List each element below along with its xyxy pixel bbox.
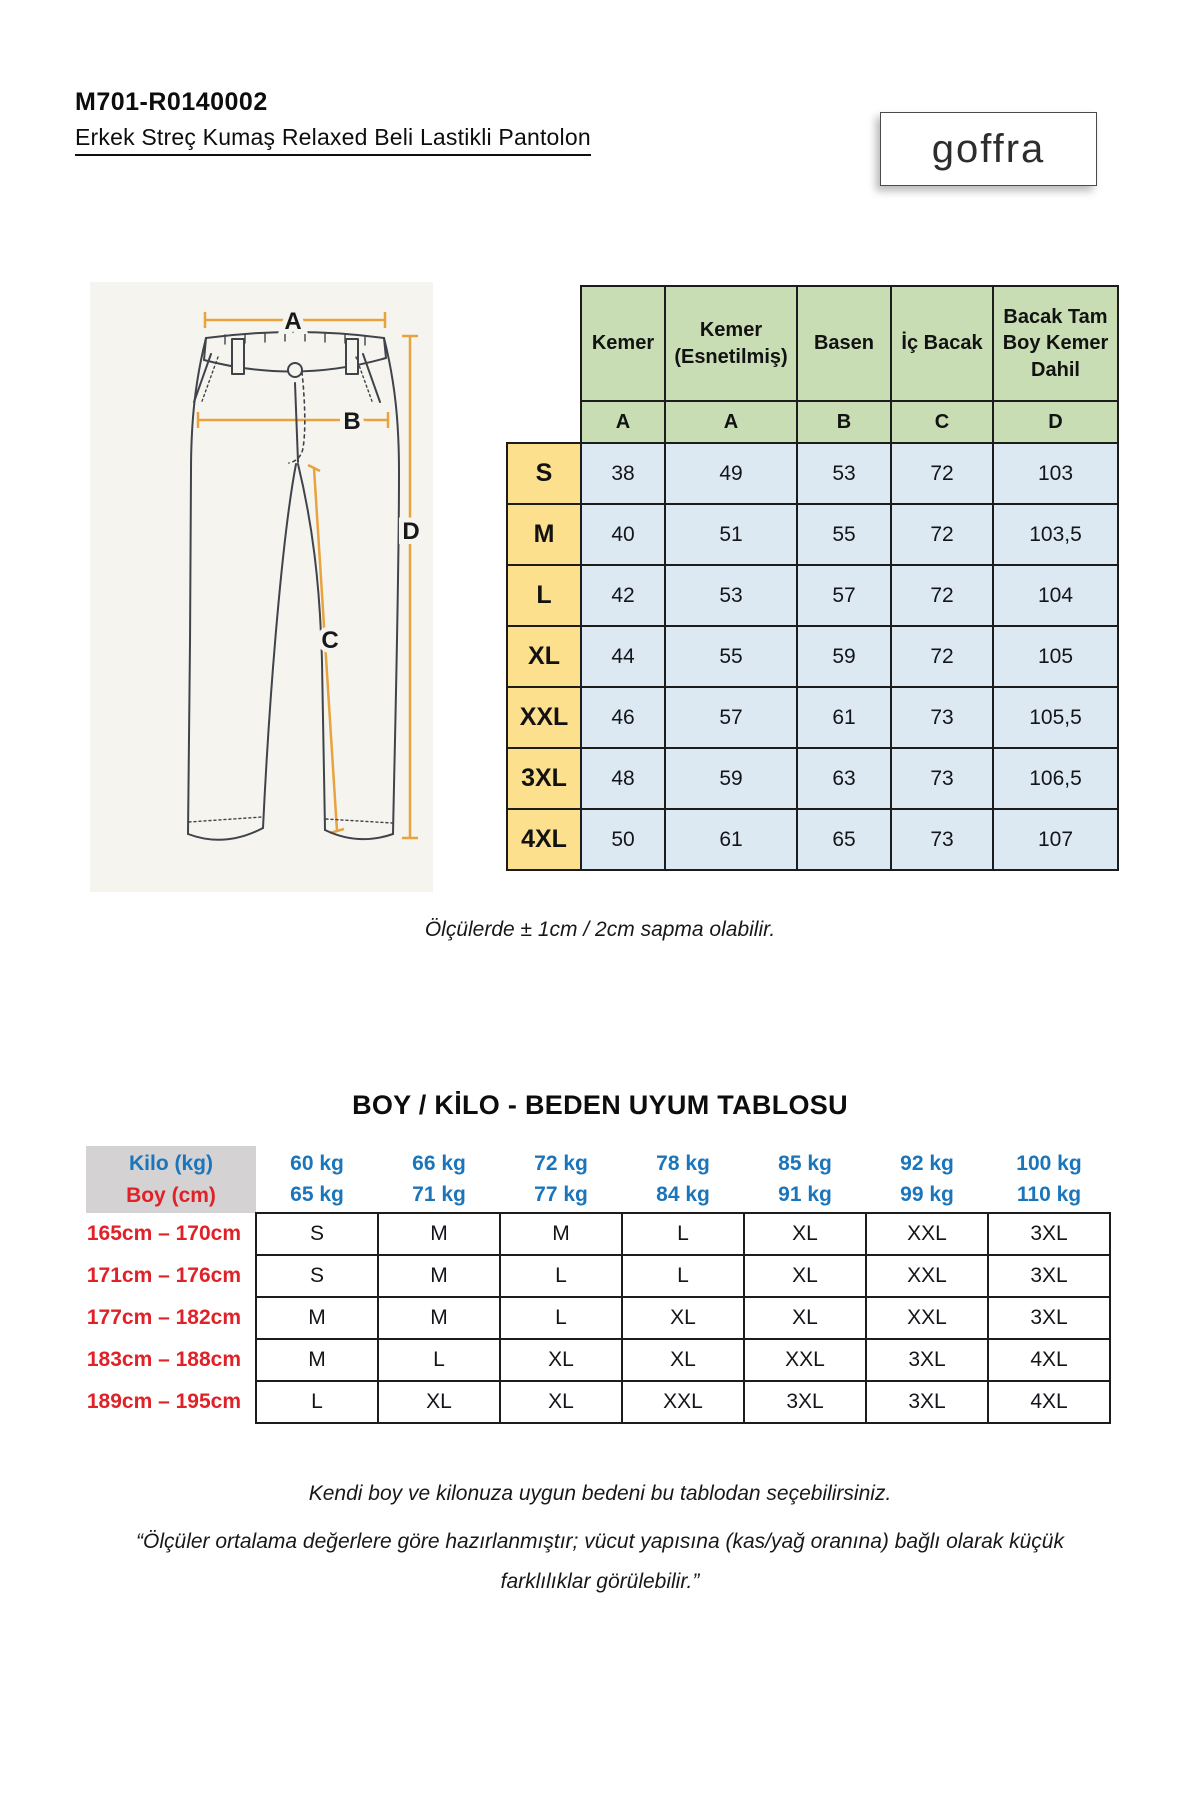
weight-header: [988, 1146, 1110, 1213]
blank-cell: [507, 401, 581, 443]
weight-header: [744, 1146, 866, 1213]
fit-size-cell: XXL: [866, 1213, 988, 1255]
weight-header: [500, 1146, 622, 1213]
fit-size-cell: L: [378, 1339, 500, 1381]
fit-size-cell: XL: [744, 1213, 866, 1255]
size-row-s: [507, 443, 1118, 504]
fit-size-cell: XXL: [622, 1381, 744, 1423]
size-value: 103,5: [993, 504, 1118, 565]
fit-size-cell: 3XL: [866, 1381, 988, 1423]
size-label: M: [507, 504, 581, 565]
size-value: 107: [993, 809, 1118, 870]
size-value: 105,5: [993, 687, 1118, 748]
size-value: 73: [891, 748, 993, 809]
size-label: XL: [507, 626, 581, 687]
fit-size-cell: XXL: [866, 1297, 988, 1339]
letter-cell: C: [891, 401, 993, 443]
weight-top: 85 kg: [778, 1151, 832, 1175]
fit-header-row: [86, 1146, 1110, 1213]
fit-size-cell: L: [500, 1255, 622, 1297]
deviation-note: Ölçülerde ± 1cm / 2cm sapma olabilir.: [424, 918, 776, 941]
fit-size-cell: 3XL: [744, 1381, 866, 1423]
weight-bottom: 77 kg: [534, 1183, 588, 1206]
weight-bottom: 84 kg: [656, 1183, 710, 1206]
size-value: 42: [581, 565, 665, 626]
size-value: 40: [581, 504, 665, 565]
size-value: 48: [581, 748, 665, 809]
size-value: 38: [581, 443, 665, 504]
size-value: 44: [581, 626, 665, 687]
fit-size-cell: 3XL: [988, 1255, 1110, 1297]
fit-size-cell: XL: [622, 1297, 744, 1339]
col-header-kemer-esnetilmis: Kemer (Esnetilmiş): [665, 286, 797, 401]
fit-size-cell: M: [378, 1255, 500, 1297]
size-label: 4XL: [507, 809, 581, 870]
size-value: 72: [891, 626, 993, 687]
size-value: 51: [665, 504, 797, 565]
size-value: 61: [797, 687, 891, 748]
size-value: 65: [797, 809, 891, 870]
fit-size-cell: XL: [500, 1381, 622, 1423]
fit-size-cell: L: [500, 1297, 622, 1339]
fit-table-title: BOY / KİLO - BEDEN UYUM TABLOSU: [352, 1090, 848, 1120]
height-range-label: 171cm – 176cm: [86, 1264, 241, 1287]
weight-top: 60 kg: [290, 1151, 344, 1175]
size-value: 46: [581, 687, 665, 748]
fit-size-cell: L: [256, 1381, 378, 1423]
fit-size-cell: XXL: [744, 1339, 866, 1381]
size-table-letter-row: [507, 401, 1118, 443]
fit-size-cell: XL: [622, 1339, 744, 1381]
fit-size-cell: L: [622, 1255, 744, 1297]
size-value: 106,5: [993, 748, 1118, 809]
size-value: 59: [797, 626, 891, 687]
pants-outline: [188, 332, 399, 840]
fit-size-cell: 4XL: [988, 1381, 1110, 1423]
fit-size-cell: M: [378, 1297, 500, 1339]
size-value: 53: [797, 443, 891, 504]
letter-cell: D: [993, 401, 1118, 443]
fit-size-cell: XL: [744, 1297, 866, 1339]
size-label: L: [507, 565, 581, 626]
fit-row-171-176: [86, 1255, 1110, 1297]
size-value: 73: [891, 687, 993, 748]
weight-bottom: 71 kg: [412, 1183, 466, 1206]
height-range-label: 189cm – 195cm: [86, 1390, 241, 1413]
size-value: 73: [891, 809, 993, 870]
weight-top: 78 kg: [656, 1151, 710, 1175]
fit-row-177-182: [86, 1297, 1110, 1339]
size-value: 50: [581, 809, 665, 870]
size-row-4xl: [507, 809, 1118, 870]
size-row-3xl: [507, 748, 1118, 809]
size-value: 55: [665, 626, 797, 687]
size-value: 72: [891, 504, 993, 565]
fit-size-cell: XXL: [866, 1255, 988, 1297]
fit-size-cell: M: [500, 1213, 622, 1255]
corner-boy-label: Boy (cm): [126, 1183, 216, 1207]
pants-diagram: [90, 282, 433, 892]
size-value: 57: [665, 687, 797, 748]
size-row-l: [507, 565, 1118, 626]
weight-bottom: 99 kg: [900, 1183, 954, 1206]
height-range-label: 177cm – 182cm: [86, 1306, 241, 1329]
measure-label-c: C: [321, 627, 339, 654]
pants-diagram-icon: [90, 282, 433, 892]
size-row-m: [507, 504, 1118, 565]
fit-row-165-170: [86, 1213, 1110, 1255]
corner-kilo-label: Kilo (kg): [129, 1152, 213, 1175]
fit-size-cell: 3XL: [988, 1297, 1110, 1339]
fit-size-cell: M: [256, 1339, 378, 1381]
size-value: 103: [993, 443, 1118, 504]
letter-cell: B: [797, 401, 891, 443]
weight-header: [622, 1146, 744, 1213]
fit-size-cell: XL: [378, 1381, 500, 1423]
corner-cell: [86, 1146, 256, 1213]
size-value: 55: [797, 504, 891, 565]
fit-selection-note: Kendi boy ve kilonuza uygun bedeni bu tablodan seçebilirsiniz.: [308, 1482, 892, 1505]
col-header-ic-bacak: İç Bacak: [891, 286, 993, 401]
fit-size-cell: 3XL: [866, 1339, 988, 1381]
blank-cell: [507, 286, 581, 401]
weight-bottom: 91 kg: [778, 1183, 832, 1206]
fit-row-183-188: [86, 1339, 1110, 1381]
fit-size-cell: M: [378, 1213, 500, 1255]
size-value: 53: [665, 565, 797, 626]
measure-lines: [198, 312, 418, 838]
fit-size-cell: S: [256, 1255, 378, 1297]
weight-header: [866, 1146, 988, 1213]
height-range-label: 183cm – 188cm: [86, 1348, 241, 1371]
fit-row-189-195: [86, 1381, 1110, 1423]
size-label: XXL: [507, 687, 581, 748]
col-header-basen: Basen: [797, 286, 891, 401]
size-value: 49: [665, 443, 797, 504]
size-value: 105: [993, 626, 1118, 687]
weight-top: 100 kg: [1016, 1151, 1082, 1175]
size-table-header-row: [507, 286, 1118, 401]
size-row-xxl: [507, 687, 1118, 748]
weight-top: 92 kg: [900, 1151, 954, 1175]
fit-size-cell: 3XL: [988, 1213, 1110, 1255]
fit-size-cell: XL: [744, 1255, 866, 1297]
weight-header: [378, 1146, 500, 1213]
fit-size-cell: L: [622, 1213, 744, 1255]
size-value: 63: [797, 748, 891, 809]
letter-cell: A: [581, 401, 665, 443]
height-range-label: 165cm – 170cm: [86, 1222, 241, 1245]
size-value: 72: [891, 565, 993, 626]
size-label: 3XL: [507, 748, 581, 809]
fit-size-cell: M: [256, 1297, 378, 1339]
size-label: S: [507, 443, 581, 504]
size-value: 59: [665, 748, 797, 809]
size-row-xl: [507, 626, 1118, 687]
product-title: Erkek Streç Kumaş Relaxed Beli Lastikli Pantolon: [75, 124, 591, 156]
weight-bottom: 110 kg: [1016, 1183, 1082, 1206]
product-header: [75, 88, 591, 156]
measure-label-d: D: [402, 518, 420, 545]
weight-bottom: 65 kg: [290, 1183, 344, 1206]
brand-logo-box: [880, 112, 1097, 186]
fit-disclaimer-note: “Ölçüler ortalama değerlere göre hazırlanmıştır; vücut yapısına (kas/yağ oranına) bağlı olarak küçük farklılıklar görülebilir.”: [136, 1530, 1064, 1593]
fit-size-cell: S: [256, 1213, 378, 1255]
product-code: M701-R0140002: [75, 88, 268, 116]
size-value: 57: [797, 565, 891, 626]
col-header-bacak-tam-boy: Bacak Tam Boy Kemer Dahil: [993, 286, 1118, 401]
size-value: 104: [993, 565, 1118, 626]
weight-top: 66 kg: [412, 1151, 466, 1175]
col-header-kemer: Kemer: [581, 286, 665, 401]
height-weight-fit-table: [86, 1146, 1111, 1424]
fit-size-cell: 4XL: [988, 1339, 1110, 1381]
size-measurement-table: [506, 285, 1119, 871]
weight-header: [256, 1146, 378, 1213]
weight-top: 72 kg: [534, 1151, 588, 1175]
measure-label-a: A: [284, 308, 302, 335]
measure-label-b: B: [343, 408, 361, 435]
letter-cell: A: [665, 401, 797, 443]
size-value: 72: [891, 443, 993, 504]
brand-logo-text: goffra: [931, 126, 1046, 171]
fit-size-cell: XL: [500, 1339, 622, 1381]
size-value: 61: [665, 809, 797, 870]
